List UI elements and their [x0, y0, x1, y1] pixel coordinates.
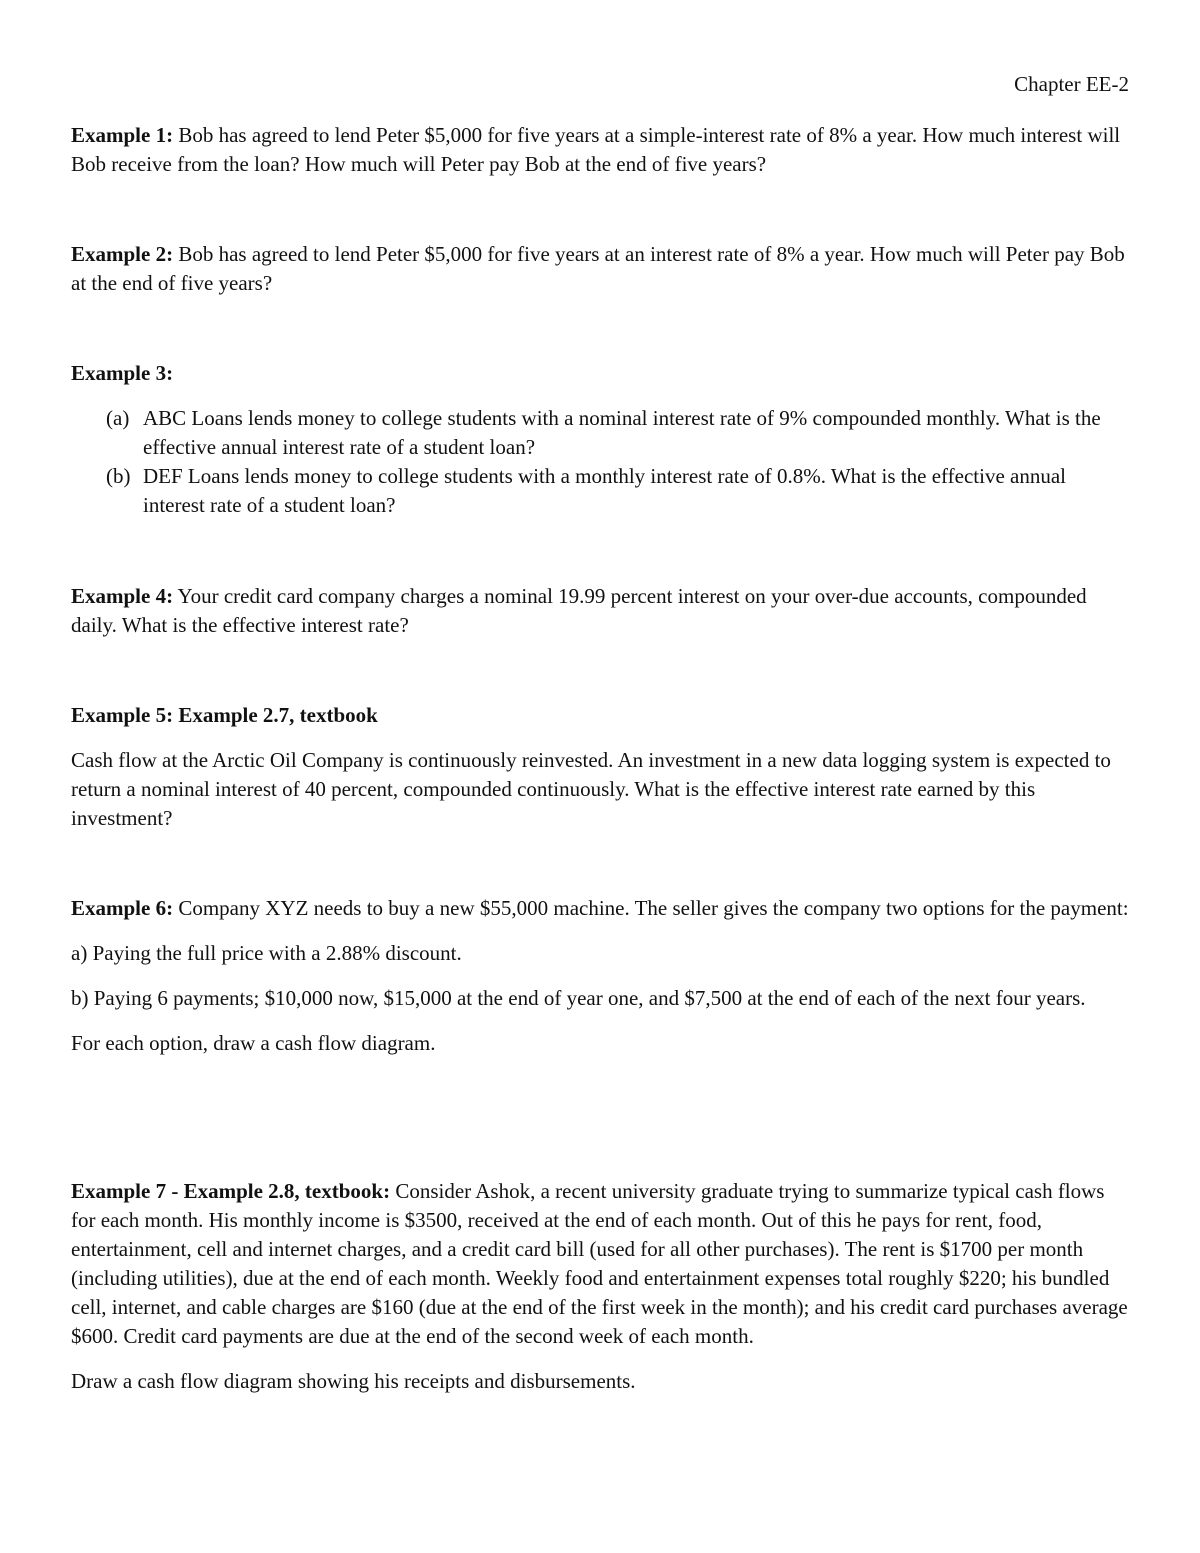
example-3-part-b-text: DEF Loans lends money to college students with a monthly interest rate of 0.8%. What is the effective annual interest rate of a student loan?: [143, 464, 1066, 517]
example-6-instruction: For each option, draw a cash flow diagram.: [71, 1031, 436, 1055]
example-6-option-b: b) Paying 6 payments; $10,000 now, $15,000 at the end of year one, and $7,500 at the end of each of the next four years.: [71, 986, 1086, 1010]
example-5-label: Example 5: Example 2.7, textbook: [71, 703, 378, 727]
example-1-text: Bob has agreed to lend Peter $5,000 for five years at a simple-interest rate of 8% a year. How much interest will Bob receive from the loan? How much will Peter pay Bob at the end of five years?: [71, 123, 1121, 176]
example-6-label: Example 6:: [71, 896, 174, 920]
example-3-label: Example 3:: [71, 361, 174, 385]
example-2-paragraph: [71, 240, 1133, 298]
example-6-text: Company XYZ needs to buy a new $55,000 machine. The seller gives the company two options for the payment:: [173, 896, 1129, 920]
example-4-paragraph: [71, 582, 1133, 640]
example-3-part-b: [71, 462, 1133, 520]
example-7: [71, 1177, 1133, 1396]
example-3-part-b-tag: (b): [106, 464, 131, 488]
chapter-header: Chapter EE-2: [1014, 72, 1129, 96]
example-2-label: Example 2:: [71, 242, 174, 266]
example-6-paragraph: [71, 894, 1133, 923]
example-7-instruction: Draw a cash flow diagram showing his receipts and disbursements.: [71, 1369, 636, 1393]
example-1-paragraph: [71, 121, 1133, 179]
example-5-text: Cash flow at the Arctic Oil Company is continuously reinvested. An investment in a new data logging system is expected to return a nominal interest of 40 percent, compounded continuously. What is the effective interest rate earned by this investment?: [71, 748, 1111, 830]
example-2: [71, 240, 1133, 298]
example-4-label: Example 4:: [71, 584, 174, 608]
example-5: [71, 701, 1133, 833]
example-7-label: Example 7 - Example 2.8, textbook:: [71, 1179, 391, 1203]
example-3-part-a: [71, 404, 1133, 462]
example-3-part-a-tag: (a): [106, 406, 130, 430]
example-3-part-a-text: ABC Loans lends money to college students with a nominal interest rate of 9% compounded monthly. What is the effective annual interest rate of a student loan?: [143, 406, 1101, 459]
example-7-text: Consider Ashok, a recent university graduate trying to summarize typical cash flows for each month. His monthly income is $3500, received at the end of each month. Out of this he pays for rent, food, entertainment, cell and internet charges, and a credit card bill (used for all other purchases). The rent is $1700 per month (including utilities), due at the end of each month. Weekly food and entertainment expenses total roughly $220; his bundled cell, internet, and cable charges are $160 (due at the end of the first week in the month); and his credit card purchases average $600. Credit card payments are due at the end of the second week of each month.: [71, 1179, 1128, 1348]
example-4-text: Your credit card company charges a nominal 19.99 percent interest on your over-due accounts, compounded daily. What is the effective interest rate?: [71, 584, 1087, 637]
example-4: [71, 582, 1133, 640]
example-6-option-a: a) Paying the full price with a 2.88% discount.: [71, 941, 462, 965]
example-1: [71, 121, 1133, 179]
example-3: [71, 359, 1133, 520]
example-6: [71, 894, 1133, 1058]
example-2-text: Bob has agreed to lend Peter $5,000 for five years at an interest rate of 8% a year. How much will Peter pay Bob at the end of five years?: [71, 242, 1125, 295]
example-1-label: Example 1:: [71, 123, 174, 147]
example-7-paragraph: [71, 1177, 1133, 1351]
